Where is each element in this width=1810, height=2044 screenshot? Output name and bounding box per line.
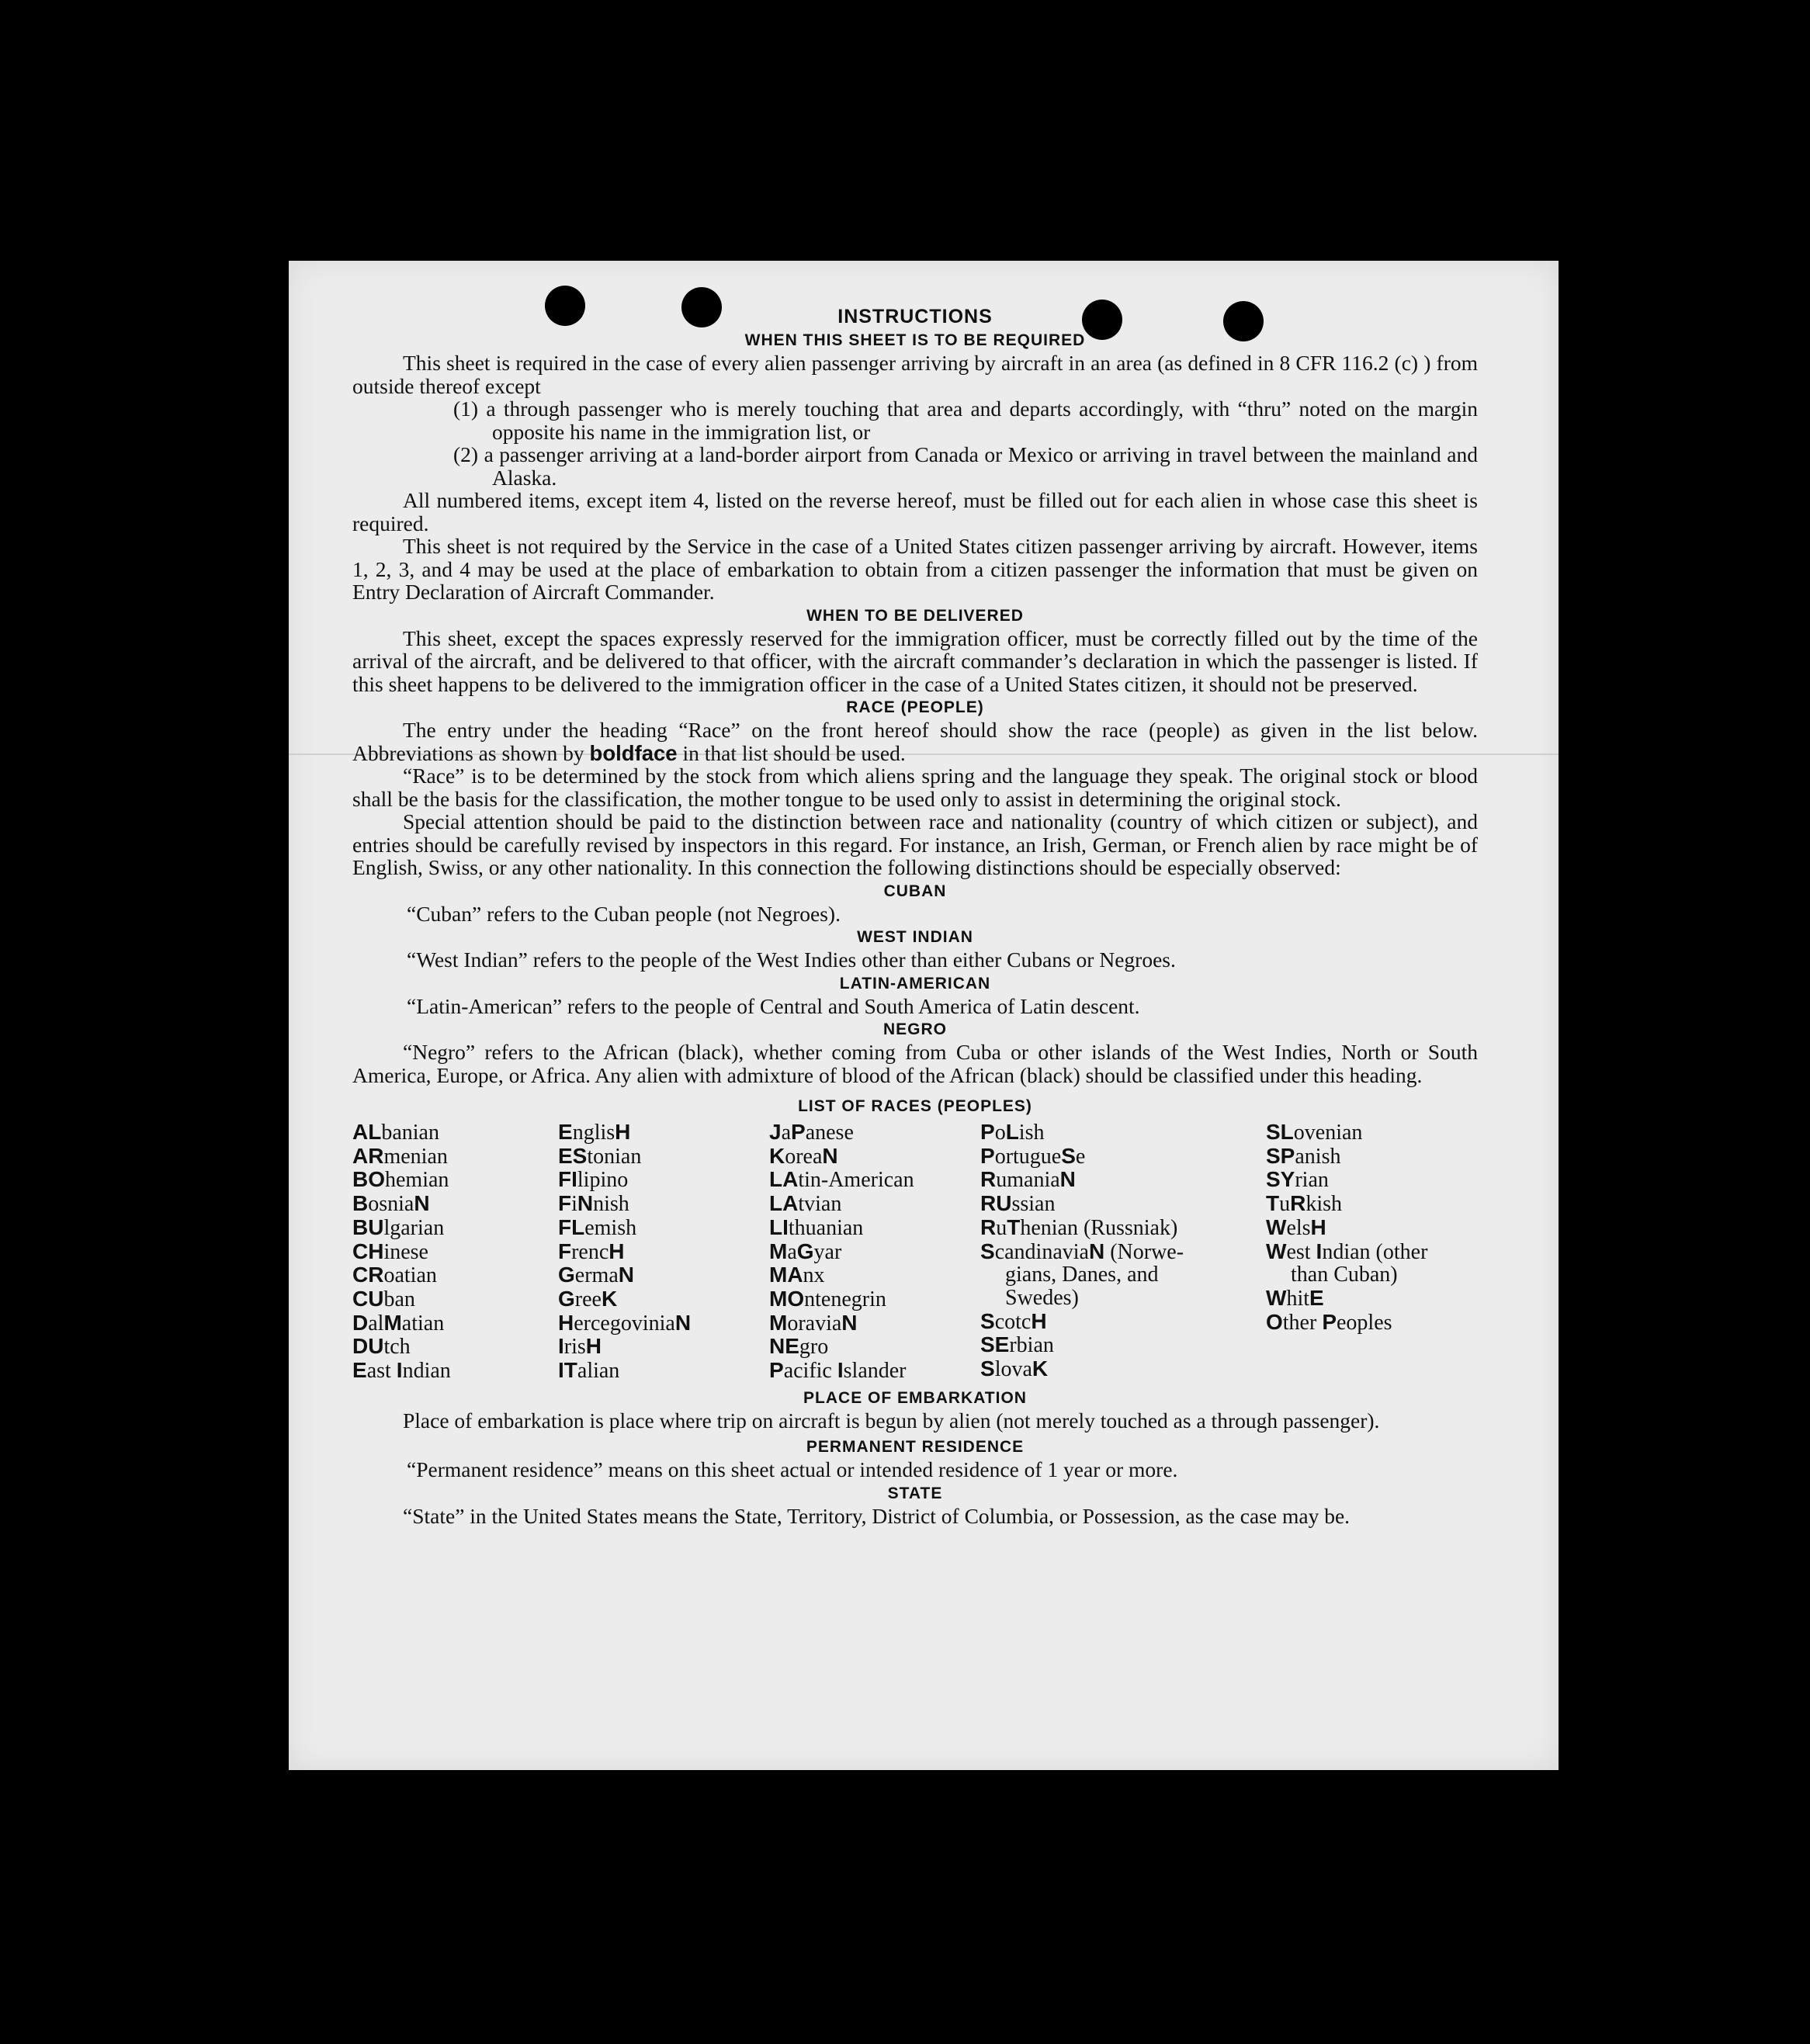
- race-text: rian: [1295, 1168, 1329, 1193]
- race-text: slander: [843, 1359, 907, 1384]
- race-entry: [769, 1359, 980, 1383]
- race-text: cotc: [994, 1309, 1032, 1334]
- race-entry: [558, 1121, 769, 1145]
- race-entry: [980, 1263, 1266, 1287]
- race-entry: [769, 1335, 980, 1359]
- paragraph: [352, 719, 1478, 764]
- section-heading: PLACE OF EMBARKATION: [803, 1388, 1027, 1407]
- race-abbrev: AL: [352, 1120, 382, 1144]
- race-abbrev: SY: [1266, 1167, 1295, 1192]
- section-heading: RACE (PEOPLE): [846, 698, 984, 716]
- section-heading: LIST OF RACES (PEOPLES): [798, 1097, 1032, 1115]
- race-abbrev: E: [352, 1358, 367, 1383]
- race-text: Swedes): [1005, 1285, 1079, 1310]
- race-abbrev: F: [558, 1191, 572, 1216]
- race-entry: [352, 1311, 558, 1336]
- race-abbrev: H: [609, 1239, 625, 1263]
- race-abbrev: AR: [352, 1143, 384, 1168]
- race-abbrev: K: [769, 1143, 785, 1168]
- race-abbrev: T: [1266, 1191, 1280, 1216]
- race-abbrev: SE: [980, 1332, 1010, 1357]
- section-heading: WHEN TO BE DELIVERED: [806, 606, 1024, 625]
- distinction-text: “Cuban” refers to the Cuban people (not Negroes).: [407, 901, 841, 926]
- race-abbrev: RU: [980, 1191, 1012, 1216]
- race-text: ovenian: [1293, 1121, 1363, 1145]
- race-text: ban: [383, 1287, 415, 1311]
- race-entry: [980, 1192, 1266, 1216]
- race-text: henian (Russniak): [1020, 1215, 1178, 1240]
- race-entry: [980, 1310, 1266, 1334]
- distinction-heading: LATIN-AMERICAN: [839, 974, 991, 993]
- race-abbrev: LI: [769, 1214, 789, 1239]
- race-abbrev: FL: [558, 1214, 585, 1239]
- race-abbrev: S: [1061, 1143, 1076, 1168]
- race-text: emish: [584, 1215, 637, 1240]
- race-text: yar: [813, 1239, 842, 1264]
- race-abbrev: S: [980, 1356, 995, 1381]
- race-abbrev: J: [769, 1120, 782, 1144]
- race-entry: [1266, 1216, 1475, 1240]
- race-entry: [769, 1311, 980, 1336]
- race-text: lgarian: [383, 1215, 445, 1240]
- race-entry: [558, 1192, 769, 1216]
- race-entry: [558, 1359, 769, 1383]
- race-text: u: [996, 1215, 1007, 1240]
- race-entry: [980, 1168, 1266, 1192]
- race-text: menian: [383, 1144, 448, 1169]
- race-abbrev: B: [352, 1191, 369, 1216]
- race-abbrev: FI: [558, 1167, 577, 1192]
- section-heading: PERMANENT RESIDENCE: [806, 1438, 1025, 1457]
- race-column: [352, 1121, 558, 1383]
- race-entry: [980, 1287, 1266, 1310]
- race-text: anish: [1295, 1144, 1341, 1169]
- race-abbrev: M: [769, 1239, 788, 1263]
- race-text: al: [368, 1311, 384, 1336]
- race-entry: [1266, 1240, 1475, 1264]
- race-text: o: [994, 1121, 1006, 1145]
- race-abbrev: N: [577, 1191, 594, 1216]
- race-abbrev: I: [396, 1358, 403, 1383]
- race-text: hit: [1286, 1286, 1309, 1311]
- race-text: banian: [381, 1121, 439, 1145]
- race-column: [769, 1121, 980, 1383]
- race-abbrev: CR: [352, 1263, 384, 1287]
- race-text: e: [1075, 1144, 1086, 1169]
- paragraph: This sheet is required in the case of every alien passenger arriving by aircraft in an area (as defined in 8 CFR 116.2 (c) ) from outside thereof except: [352, 351, 1478, 398]
- race-entry: [769, 1287, 980, 1311]
- race-entry: [1266, 1168, 1475, 1192]
- race-text: nish: [593, 1192, 629, 1217]
- race-text: a: [781, 1121, 792, 1145]
- race-abbrev: P: [980, 1120, 995, 1144]
- race-text: osnia: [368, 1192, 414, 1217]
- race-entry: [352, 1240, 558, 1264]
- race-text: atian: [401, 1311, 445, 1336]
- race-abbrev: H: [1310, 1214, 1326, 1239]
- race-abbrev: W: [1266, 1285, 1287, 1310]
- race-text: i: [571, 1192, 577, 1217]
- race-abbrev: LA: [769, 1191, 799, 1216]
- race-text: eoples: [1337, 1310, 1392, 1335]
- race-text: gians, Danes, and: [1005, 1263, 1159, 1287]
- race-text: ndian (other: [1322, 1239, 1428, 1264]
- race-text: inese: [383, 1239, 428, 1264]
- race-entry: [980, 1357, 1266, 1381]
- race-column: [980, 1121, 1266, 1383]
- document-page: [289, 261, 1559, 1770]
- list-item: (1) a through passenger who is merely touching that area and departs accordingly, with “thru” noted on the margin opposite his name in the immigration list, or: [453, 397, 1478, 444]
- race-entry: [769, 1263, 980, 1287]
- race-text: gro: [799, 1335, 829, 1360]
- race-abbrev: I: [837, 1358, 844, 1383]
- race-text: els: [1286, 1215, 1311, 1240]
- race-abbrev: G: [796, 1239, 814, 1263]
- race-entry: [558, 1216, 769, 1240]
- race-entry: [352, 1359, 558, 1383]
- race-text: tch: [383, 1335, 411, 1360]
- race-text: kish: [1305, 1192, 1343, 1217]
- race-abbrev: I: [558, 1334, 564, 1359]
- race-entry: [558, 1311, 769, 1336]
- race-entry: [352, 1287, 558, 1311]
- race-abbrev: M: [383, 1310, 402, 1335]
- race-abbrev: N: [674, 1310, 692, 1335]
- distinction-heading: CUBAN: [883, 882, 947, 900]
- race-abbrev: H: [558, 1310, 574, 1335]
- race-abbrev: R: [1290, 1191, 1306, 1216]
- race-entry: [1266, 1145, 1475, 1169]
- race-abbrev: H: [1031, 1308, 1047, 1333]
- race-abbrev: P: [1322, 1309, 1337, 1334]
- race-entry: [558, 1287, 769, 1311]
- race-text: tin-American: [798, 1168, 914, 1193]
- race-text: thuanian: [788, 1215, 864, 1240]
- section-heading: WHEN THIS SHEET IS TO BE REQUIRED: [744, 331, 1086, 349]
- race-abbrev: M: [769, 1310, 788, 1335]
- race-entry: [352, 1121, 558, 1145]
- race-abbrev: D: [352, 1310, 369, 1335]
- race-abbrev: R: [980, 1167, 997, 1192]
- race-text: ndian: [402, 1359, 451, 1384]
- race-abbrev: SP: [1266, 1143, 1295, 1168]
- race-text: a: [787, 1239, 797, 1264]
- race-entry: [1266, 1287, 1475, 1311]
- race-abbrev: N: [1088, 1239, 1105, 1263]
- race-text: orea: [785, 1144, 823, 1169]
- section-heading: STATE: [887, 1484, 943, 1502]
- race-text: ther: [1282, 1310, 1323, 1335]
- race-entry: [1266, 1192, 1475, 1216]
- race-entry: [769, 1216, 980, 1240]
- race-text: ree: [574, 1287, 602, 1311]
- race-text: oravia: [787, 1311, 842, 1336]
- list-item: (2) a passenger arriving at a land-border airport from Canada or Mexico or arriving in travel between the mainland and Alaska.: [453, 442, 1478, 490]
- race-entry: [980, 1216, 1266, 1240]
- race-abbrev: IT: [558, 1358, 577, 1383]
- text-run: The entry under the heading “Race” on the front hereof should show the race (people) as given in the list below. Abbreviations as shown by: [352, 718, 1478, 765]
- race-text: lova: [994, 1357, 1032, 1382]
- race-column: [558, 1121, 769, 1383]
- distinction-text: “Latin-American” refers to the people of Central and South America of Latin descent.: [407, 993, 1140, 1018]
- race-abbrev: ES: [558, 1143, 588, 1168]
- race-text: ssian: [1011, 1192, 1056, 1217]
- race-abbrev: H: [615, 1120, 631, 1144]
- race-abbrev: LA: [769, 1167, 799, 1192]
- race-text: lipino: [577, 1168, 629, 1193]
- race-entry: [769, 1168, 980, 1192]
- paragraph: “Permanent residence” means on this sheet actual or intended residence of 1 year or more.: [407, 1457, 1178, 1482]
- race-text: u: [1279, 1192, 1291, 1217]
- race-entry: [1266, 1121, 1475, 1145]
- race-abbrev: I: [1316, 1239, 1323, 1263]
- race-text: erma: [574, 1263, 619, 1288]
- race-entry: [558, 1168, 769, 1192]
- race-entry: [1266, 1311, 1475, 1335]
- paragraph: All numbered items, except item 4, listed on the reverse hereof, must be filled out for each alien in whose case this sheet is required.: [352, 488, 1478, 535]
- race-abbrev: P: [980, 1143, 995, 1168]
- race-abbrev: G: [558, 1263, 575, 1287]
- race-entry: [1266, 1263, 1475, 1287]
- race-abbrev: MA: [769, 1263, 803, 1287]
- race-entry: [558, 1240, 769, 1264]
- race-abbrev: H: [585, 1334, 602, 1359]
- race-entry: [980, 1240, 1266, 1264]
- race-entry: [769, 1240, 980, 1264]
- race-text: renc: [571, 1239, 609, 1264]
- race-text: candinavia: [994, 1239, 1089, 1264]
- paragraph: This sheet is not required by the Service in the case of a United States citizen passenger arriving by aircraft. However, items 1, 2, 3, and 4 may be used at the place of embarkation to obtain from a citizen passenger the information that must be given on Entry Declaration of Aircraft Commander.: [352, 534, 1478, 604]
- distinction-heading: WEST INDIAN: [857, 928, 973, 946]
- race-abbrev: CU: [352, 1286, 384, 1311]
- race-text: nglis: [572, 1121, 615, 1145]
- race-abbrev: CH: [352, 1239, 384, 1263]
- paragraph: Special attention should be paid to the distinction between race and nationality (country of which citizen or subject), and entries should be carefully revised by inspectors in this regard. For instance, an Irish, German, or French alien by race might be of English, Swiss, or any other nationality. In this connection the following distinctions should be especially observed:: [352, 809, 1478, 879]
- race-entry: [769, 1145, 980, 1169]
- race-abbrev: P: [791, 1120, 806, 1144]
- race-entry: [558, 1335, 769, 1359]
- race-abbrev: K: [1032, 1356, 1049, 1381]
- race-abbrev: S: [980, 1308, 995, 1333]
- race-entry: [980, 1121, 1266, 1145]
- race-abbrev: O: [1266, 1309, 1283, 1334]
- page-title: INSTRUCTIONS: [837, 306, 993, 327]
- race-text: ish: [1018, 1121, 1045, 1145]
- race-abbrev: T: [1007, 1214, 1021, 1239]
- race-text: umania: [996, 1168, 1060, 1193]
- race-abbrev: N: [822, 1143, 838, 1168]
- race-text: ortugue: [994, 1144, 1062, 1169]
- text-run: in that list should be used.: [677, 740, 906, 765]
- race-text: ris: [563, 1335, 586, 1360]
- race-text: ast: [366, 1359, 397, 1384]
- distinction-heading: NEGRO: [882, 1020, 947, 1038]
- race-entry: [352, 1192, 558, 1216]
- race-entry: [352, 1216, 558, 1240]
- race-abbrev: NE: [769, 1334, 799, 1359]
- race-text: alian: [577, 1359, 620, 1384]
- race-text: tvian: [798, 1192, 842, 1217]
- race-text: ercegovinia: [574, 1311, 675, 1336]
- race-text: acific: [783, 1359, 837, 1384]
- race-entry: [769, 1192, 980, 1216]
- race-text: nx: [803, 1263, 825, 1288]
- race-abbrev: N: [1059, 1167, 1076, 1192]
- race-column: [1266, 1121, 1475, 1383]
- race-text: anese: [805, 1121, 854, 1145]
- race-abbrev: R: [980, 1214, 997, 1239]
- race-abbrev: K: [601, 1286, 618, 1311]
- race-abbrev: N: [414, 1191, 430, 1216]
- boldface-word: boldface: [589, 740, 678, 765]
- race-abbrev: N: [618, 1263, 634, 1287]
- race-text: oatian: [383, 1263, 437, 1288]
- race-abbrev: MO: [769, 1286, 805, 1311]
- race-abbrev: E: [558, 1120, 573, 1144]
- paragraph: “Race” is to be determined by the stock from which aliens spring and the language they speak. The original stock or blood shall be the basis for the classification, the mother tongue to be used only to assist in determining the original stock.: [352, 764, 1478, 811]
- paragraph: Place of embarkation is place where trip on aircraft is begun by alien (not merely touched as a through passenger).: [403, 1408, 1380, 1433]
- race-text: est: [1286, 1239, 1316, 1264]
- race-list: [352, 1121, 1478, 1383]
- distinction-text: “West Indian” refers to the people of the West Indies other than either Cubans or Negroes.: [407, 948, 1176, 972]
- race-text: tonian: [587, 1144, 642, 1169]
- race-text: hemian: [385, 1168, 449, 1193]
- paragraph: “State” in the United States means the State, Territory, District of Columbia, or Possession, as the case may be.: [403, 1503, 1351, 1528]
- race-entry: [980, 1145, 1266, 1169]
- paragraph: This sheet, except the spaces expressly reserved for the immigration officer, must be correctly filled out by the time of the arrival of the aircraft, and be delivered to that officer, with the aircraft commander’s declaration in which the passenger is listed. If this sheet happens to be delivered to the immigration officer in the case of a United States citizen, it should not be preserved.: [352, 625, 1478, 696]
- race-abbrev: W: [1266, 1214, 1287, 1239]
- race-text: rbian: [1009, 1333, 1054, 1358]
- distinction-text: “Negro” refers to the African (black), whether coming from Cuba or other islands of the West Indies, North or South America, Europe, or Africa. Any alien with admixture of blood of the African (black) should be classified under this heading.: [352, 1040, 1478, 1087]
- race-entry: [558, 1145, 769, 1169]
- race-text: (Norwe-: [1104, 1239, 1184, 1264]
- race-abbrev: BU: [352, 1214, 384, 1239]
- race-entry: [352, 1335, 558, 1359]
- race-abbrev: E: [1309, 1285, 1324, 1310]
- race-abbrev: F: [558, 1239, 572, 1263]
- race-abbrev: DU: [352, 1334, 384, 1359]
- race-abbrev: N: [841, 1310, 858, 1335]
- race-abbrev: S: [980, 1239, 995, 1263]
- race-entry: [558, 1263, 769, 1287]
- race-entry: [769, 1121, 980, 1145]
- race-text: than Cuban): [1291, 1263, 1398, 1287]
- race-abbrev: L: [1005, 1120, 1019, 1144]
- race-abbrev: W: [1266, 1239, 1287, 1263]
- race-text: ntenegrin: [804, 1287, 886, 1311]
- race-abbrev: BO: [352, 1167, 385, 1192]
- instructions-content: [352, 306, 1478, 1527]
- race-entry: [980, 1333, 1266, 1357]
- race-entry: [352, 1168, 558, 1192]
- race-abbrev: P: [769, 1358, 784, 1383]
- race-abbrev: G: [558, 1286, 575, 1311]
- race-entry: [352, 1145, 558, 1169]
- race-abbrev: SL: [1266, 1120, 1294, 1144]
- race-entry: [352, 1263, 558, 1287]
